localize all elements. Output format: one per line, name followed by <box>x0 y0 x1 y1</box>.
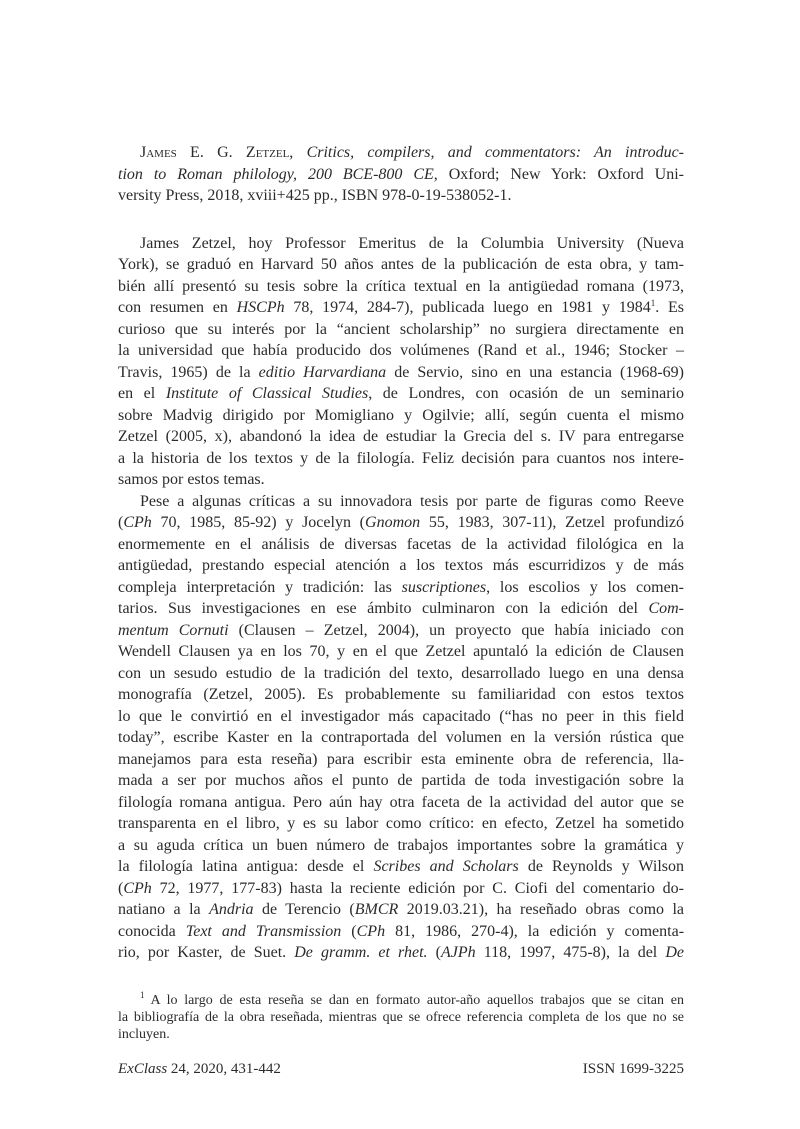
italic-text: Andria <box>209 901 254 918</box>
text-line <box>118 512 684 534</box>
text-line <box>118 620 684 642</box>
text-run: 70, 1985, 85-92) y Jocelyn ( <box>151 514 366 531</box>
text-run: bién allí presentó su tesis sobre la crítica textual en la antigüedad romana (1973, <box>118 277 684 295</box>
text-run: , de Londres, con ocasión de un seminario <box>368 385 684 402</box>
italic-text: De <box>665 944 684 961</box>
text-run: 55, 1983, 307-11), Zetzel profundizó <box>420 514 685 531</box>
text-line <box>118 899 684 921</box>
text-run: Travis, 1965) de la <box>118 363 259 381</box>
text-line <box>118 297 684 319</box>
italic-text: Text and Transmission <box>185 922 342 940</box>
italic-text: tion to Roman philology, 200 BCE-800 CE, <box>118 165 438 183</box>
page-body <box>118 142 684 1043</box>
text-line <box>118 254 684 276</box>
text-line <box>118 792 684 814</box>
italic-text: editio Harvardiana <box>258 363 387 381</box>
text-run: la filología latina antigua: desde el <box>118 858 374 875</box>
text-run: samos por estos temas. <box>118 471 265 488</box>
footnote-marker: 1 <box>650 298 656 308</box>
text-run: filología romana antigua. Pero aún hay otra faceta de la actividad del autor que se <box>118 793 684 811</box>
text-line <box>118 641 684 663</box>
paragraph-1 <box>118 233 684 491</box>
page-footer <box>118 1059 684 1079</box>
italic-text: HSCPh <box>236 299 285 316</box>
italic-text: Critics, compilers, and commentators: An introduc- <box>306 144 685 161</box>
author-name: James E. G. Zetzel <box>140 144 290 161</box>
text-run: la universidad que había producido dos volúmenes (Rand et al., 1946; Stocker – <box>118 342 684 359</box>
italic-text: Com- <box>648 600 684 617</box>
text-run: con resumen en <box>118 299 237 316</box>
text-line <box>118 577 684 599</box>
text-run: curioso que su interés por la “ancient scholarship” no surgiera directamente en <box>118 320 684 338</box>
text-run: ( <box>118 514 124 531</box>
text-run: 118, 1997, 475-8), la del <box>475 944 666 961</box>
text-run: lo que le convirtió en el investigador más capacitado (“has no peer in this field <box>118 707 684 725</box>
text-line <box>118 989 684 1009</box>
text-line <box>118 835 684 857</box>
text-line <box>118 534 684 556</box>
text-line <box>118 383 684 405</box>
text-line <box>118 942 684 964</box>
italic-text: AJPh <box>440 944 476 961</box>
text-run: Oxford; New York: Oxford Uni- <box>437 165 684 183</box>
text-run: en el <box>118 385 166 402</box>
text-run: . Es <box>655 299 685 316</box>
text-run: A lo largo de esta reseña se dan en formato autor-año aquellos trabajos que se citan en <box>144 992 684 1008</box>
text-line <box>118 878 684 900</box>
text-run: York), se graduó en Harvard 50 años antes de la publicación de esta obra, y tam- <box>118 256 684 273</box>
text-run: de Reynolds y Wilson <box>518 858 684 875</box>
paragraph-2 <box>118 491 684 964</box>
text-line <box>118 319 684 341</box>
text-line <box>118 233 684 255</box>
text-line <box>118 1009 684 1026</box>
text-run: 2019.03.21), ha reseñado obras como la <box>398 901 685 918</box>
text-line <box>118 749 684 771</box>
text-line <box>118 856 684 878</box>
text-line <box>118 362 684 384</box>
text-line <box>118 164 684 186</box>
text-run: a la historia de los textos y de la filología. Feliz decisión para cuantos nos intere- <box>118 449 684 467</box>
text-line <box>118 185 684 207</box>
italic-text: Scribes and Scholars <box>373 858 519 875</box>
journal-name: ExClass <box>118 1061 168 1077</box>
text-run: incluyen. <box>118 1026 170 1042</box>
italic-text: Gnomon <box>365 514 421 531</box>
italic-text: De gramm. et rhet. <box>294 944 428 961</box>
text-run: con un sesudo estudio de la tradición del texto, desarrollado luego en una densa <box>118 664 684 682</box>
text-run: sobre Madvig dirigido por Momigliano y Ogilvie; allí, según cuenta el mismo <box>118 406 684 424</box>
journal-citation <box>118 1059 281 1079</box>
text-line <box>118 448 684 470</box>
text-line <box>118 340 684 362</box>
text-line <box>118 469 684 491</box>
text-run: 78, 1974, 284-7), publicada luego en 1981 y 1984 <box>284 299 651 316</box>
text-run: ( <box>341 922 357 940</box>
italic-text: CPh <box>356 922 386 940</box>
text-run: 72, 1977, 177-83) hasta la reciente edición por C. Ciofi del comentario do- <box>151 879 684 897</box>
text-run: Wendell Clausen ya en los 70, y en el que Zetzel apuntaló la edición de Clausen <box>118 643 684 660</box>
text-run: transparenta en el libro, y es su labor como crítico: en efecto, Zetzel ha sometido <box>118 815 684 832</box>
text-run: James Zetzel, hoy Professor Emeritus de la Columbia University (Nueva <box>140 234 684 252</box>
journal-volume-pages: 24, 2020, 431-442 <box>167 1061 281 1077</box>
text-line <box>118 598 684 620</box>
text-run: antigüedad, prestando especial atención a los textos más escurridizos y de más <box>118 557 684 574</box>
text-run: versity Press, 2018, xviii+425 pp., ISBN 978-0-19-538052-1. <box>118 187 512 204</box>
text-run: enormemente en el análisis de diversas facetas de la actividad filológica en la <box>118 535 684 553</box>
italic-text: BMCR <box>354 901 399 918</box>
text-run: ( <box>118 879 124 897</box>
text-line <box>118 405 684 427</box>
italic-text: mentum Cornuti <box>118 621 229 639</box>
text-line <box>118 555 684 577</box>
text-run: ( <box>427 944 441 961</box>
review-header-citation <box>118 142 684 207</box>
text-line <box>118 276 684 298</box>
footnote-marker: 1 <box>140 989 145 1000</box>
text-line <box>118 1026 684 1043</box>
text-run: la bibliografía de la obra reseñada, mientras que se ofrece referencia completa de los que no se <box>118 1009 684 1025</box>
text-run: mada a ser por muchos años el punto de partida de toda investigación sobre la <box>118 772 684 789</box>
text-line <box>118 663 684 685</box>
italic-text: CPh <box>123 514 152 531</box>
text-run: rio, por Kaster, de Suet. <box>118 944 295 961</box>
italic-text: suscriptiones <box>401 578 487 596</box>
text-run: natiano a la <box>118 901 210 918</box>
text-line <box>118 426 684 448</box>
text-run: , los escolios y los comen- <box>486 578 684 596</box>
text-run: , <box>289 144 307 161</box>
text-run: conocida <box>118 922 186 940</box>
text-line <box>118 684 684 706</box>
text-line <box>118 770 684 792</box>
italic-text: CPh <box>123 879 152 897</box>
text-run: monografía (Zetzel, 2005). Es probablemente su familiaridad con estos textos <box>118 686 684 703</box>
text-line <box>118 813 684 835</box>
text-run: a su aguda crítica un buen número de trabajos importantes sobre la gramática y <box>118 836 684 854</box>
text-run: 81, 1986, 270-4), la edición y comenta- <box>385 922 685 940</box>
text-run: today”, escribe Kaster en la contraportada del volumen en la versión rústica que <box>118 729 684 746</box>
text-line <box>118 142 684 164</box>
text-run: de Terencio ( <box>253 901 355 918</box>
text-run: compleja interpretación y tradición: las <box>118 578 402 596</box>
text-run: manejamos para esta reseña) para escribir esta eminente obra de referencia, lla- <box>118 750 684 768</box>
text-run: de Servio, sino en una estancia (1968-69) <box>386 363 684 381</box>
issn: ISSN 1699-3225 <box>582 1061 684 1077</box>
text-line <box>118 727 684 749</box>
italic-text: Institute of Classical Studies <box>165 385 369 402</box>
text-line <box>118 921 684 943</box>
text-line <box>118 706 684 728</box>
text-run: Zetzel (2005, x), abandonó la idea de estudiar la Grecia del s. IV para entregarse <box>118 428 684 445</box>
text-run: tarios. Sus investigaciones en ese ámbito culminaron con la edición del <box>118 600 649 617</box>
footnote-1 <box>118 989 684 1043</box>
text-run: Pese a algunas críticas a su innovadora tesis por parte de figuras como Reeve <box>140 492 684 510</box>
text-run: (Clausen – Zetzel, 2004), un proyecto que había iniciado con <box>228 621 684 639</box>
text-line <box>118 491 684 513</box>
